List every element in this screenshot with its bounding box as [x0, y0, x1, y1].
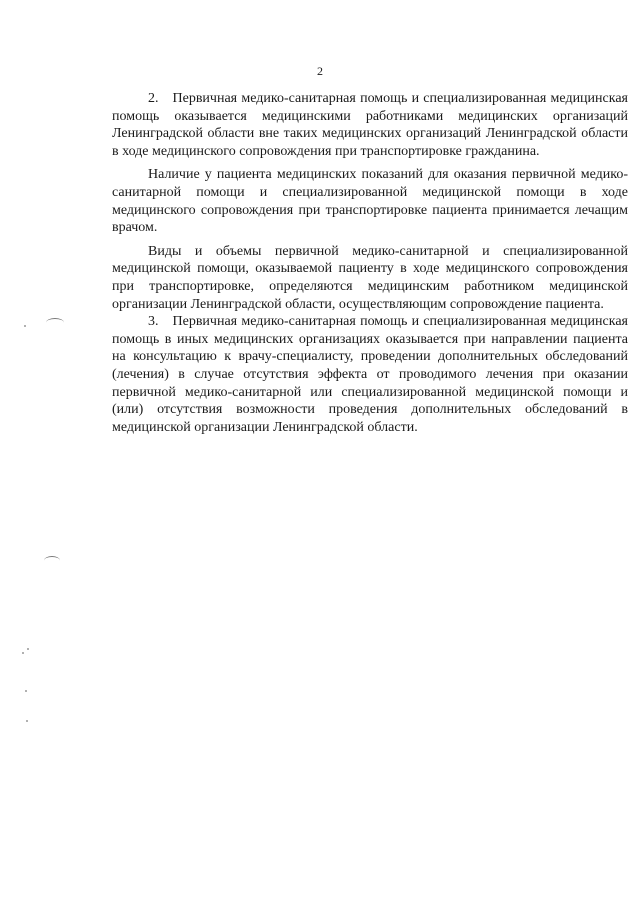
scan-mark [46, 318, 64, 327]
scan-speck [25, 690, 27, 692]
page-number: 2 [317, 64, 323, 78]
scan-speck [22, 652, 24, 654]
paragraph-indications: Наличие у пациента медицинских показаний для оказания первичной медико-санитарной помощи и специализированной медицинской помощи в ходе медицинского сопровождения при транспортировке пациента принимается лечащим врачом. [112, 167, 628, 236]
scan-speck [26, 720, 28, 722]
scan-speck [27, 648, 29, 650]
document-body [112, 90, 628, 436]
paragraph-item-2: 2. Первичная медико-санитарная помощь и специализированная медицинская помощь оказывается медицинскими работниками медицинских организаций Ленинградской области вне таких медицинских организаций Ленинградской области в ходе медицинского сопровождения при транспортировке гражданина. [112, 91, 628, 159]
paragraph-item-3: 3. Первичная медико-санитарная помощь и специализированная медицинская помощь в иных медицинских организациях оказывается при направлении пациента на консультацию к врачу-специалисту, проведении дополнительных обследований (лечения) в случае отсутствия эффекта от проводимого лечения при оказании первичной медико-санитарной или специализированной медицинской помощи и (или) отсутствия возможности проведения дополнительных обследований в медицинской организации Ленинградской области. [112, 314, 628, 435]
scan-speck [24, 325, 26, 327]
paragraph-types-volumes: Виды и объемы первичной медико-санитарной и специализированной медицинской помощи, оказываемой пациенту в ходе медицинского сопровождения при транспортировке, определяются медицинским работником медицинской организации Ленинградской области, осуществляющим сопровождение пациента. [112, 243, 628, 312]
scan-mark [44, 556, 60, 565]
